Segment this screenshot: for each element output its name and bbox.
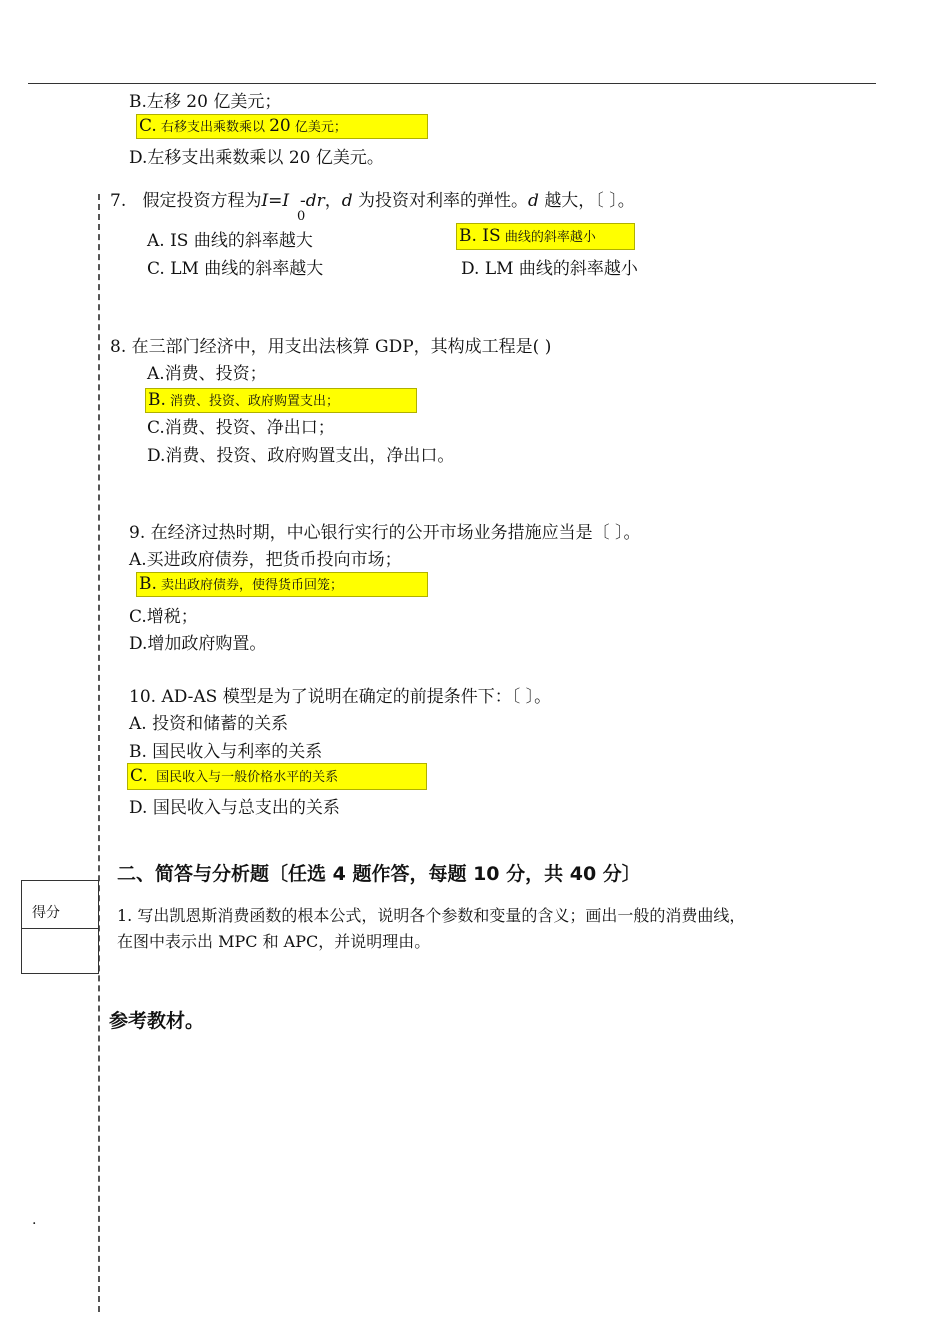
q7-formula-minus: - xyxy=(299,191,306,211)
score-box xyxy=(21,880,99,974)
q7-comma: ， xyxy=(324,191,342,211)
q10-option-a: A. 投资和储蓄的关系 xyxy=(129,714,289,734)
section2-heading: 二、简答与分析题〔任选 4 题作答，每题 10 分，共 40 分〕 xyxy=(117,863,641,885)
q10-option-c-text: 国民收入与一般价格水平的关系 xyxy=(156,770,339,785)
q7-option-b-letter: B. IS xyxy=(459,226,501,246)
q10-option-c-answer xyxy=(127,763,427,790)
margin-dot: . xyxy=(32,1212,37,1228)
q8-option-b-text: 消费、投资、政府购置支出； xyxy=(170,394,340,409)
q7-formula-eq: = xyxy=(268,191,283,211)
q6-option-c-tail: 亿美元； xyxy=(294,120,347,135)
q7-option-b-text: 曲线的斜率越小 xyxy=(504,230,596,245)
binding-dashed-line xyxy=(98,194,100,1312)
q7-stem xyxy=(110,191,635,211)
q6-option-c-num: 20 xyxy=(269,116,291,136)
q7-subscript: 0 xyxy=(297,209,306,224)
q7-stem-b: 为投资对利率的弹性。 xyxy=(358,191,529,211)
q6-option-d: D.左移支出乘数乘以 20 亿美元。 xyxy=(129,148,384,168)
q7-d-2: d xyxy=(528,191,539,211)
q9-option-c: C.增税； xyxy=(129,607,198,627)
q8-option-b-answer xyxy=(145,388,417,413)
q7-formula-i: I xyxy=(261,191,269,211)
q10-option-b: B. 国民收入与利率的关系 xyxy=(129,742,323,762)
q6-option-c-text: 右移支出乘数乘以 xyxy=(160,120,265,135)
q7-option-c: C. LM 曲线的斜率越大 xyxy=(147,259,324,279)
reference-text: 参考教材。 xyxy=(109,1010,205,1032)
q7-stem-c: 越大，〔 〕。 xyxy=(544,191,635,211)
q8-option-b-letter: B. xyxy=(148,390,166,410)
q6-option-c-letter: C. xyxy=(139,116,157,136)
q9-stem: 9. 在经济过热时期，中心银行实行的公开市场业务措施应当是〔 〕。 xyxy=(129,523,641,543)
score-label: 得分 xyxy=(22,881,98,929)
q10-option-c-letter: C. xyxy=(130,766,148,786)
q10-option-d: D. 国民收入与总支出的关系 xyxy=(129,798,340,818)
q7-option-a: A. IS 曲线的斜率越大 xyxy=(147,231,313,251)
section2-q1-line2: 在图中表示出 MPC 和 APC，并说明理由。 xyxy=(117,932,431,951)
q7-d: d xyxy=(341,191,353,211)
q6-option-b: B.左移 20 亿美元； xyxy=(129,92,282,112)
q7-number: 7. xyxy=(110,191,127,211)
q6-option-c-answer xyxy=(136,114,428,139)
q7-formula-i0: I xyxy=(282,191,290,211)
q8-stem: 8. 在三部门经济中，用支出法核算 GDP，其构成工程是( ) xyxy=(110,337,552,357)
section2-q1-line1: 1. 写出凯恩斯消费函数的根本公式，说明各个参数和变量的含义；画出一般的消费曲线， xyxy=(117,906,746,925)
q9-option-b-text: 卖出政府债券，使得货币回笼； xyxy=(161,578,344,593)
q7-formula-dr: dr xyxy=(305,191,325,211)
q8-option-a: A.消费、投资； xyxy=(147,364,267,384)
q9-option-a: A.买进政府债券，把货币投向市场； xyxy=(129,550,402,570)
q9-option-d: D.增加政府购置。 xyxy=(129,634,267,654)
q7-stem-a: 假定投资方程为 xyxy=(142,191,262,211)
q9-option-b-answer xyxy=(136,572,428,597)
q8-option-c: C.消费、投资、净出口； xyxy=(147,418,335,438)
q8-option-d: D.消费、投资、政府购置支出，净出口。 xyxy=(147,446,455,466)
top-rule xyxy=(28,83,876,84)
q7-option-d: D. LM 曲线的斜率越小 xyxy=(461,259,638,279)
q10-stem: 10. AD-AS 模型是为了说明在确定的前提条件下：〔 〕。 xyxy=(129,687,552,707)
q7-option-b-answer xyxy=(456,223,635,250)
q9-option-b-letter: B. xyxy=(139,574,157,594)
